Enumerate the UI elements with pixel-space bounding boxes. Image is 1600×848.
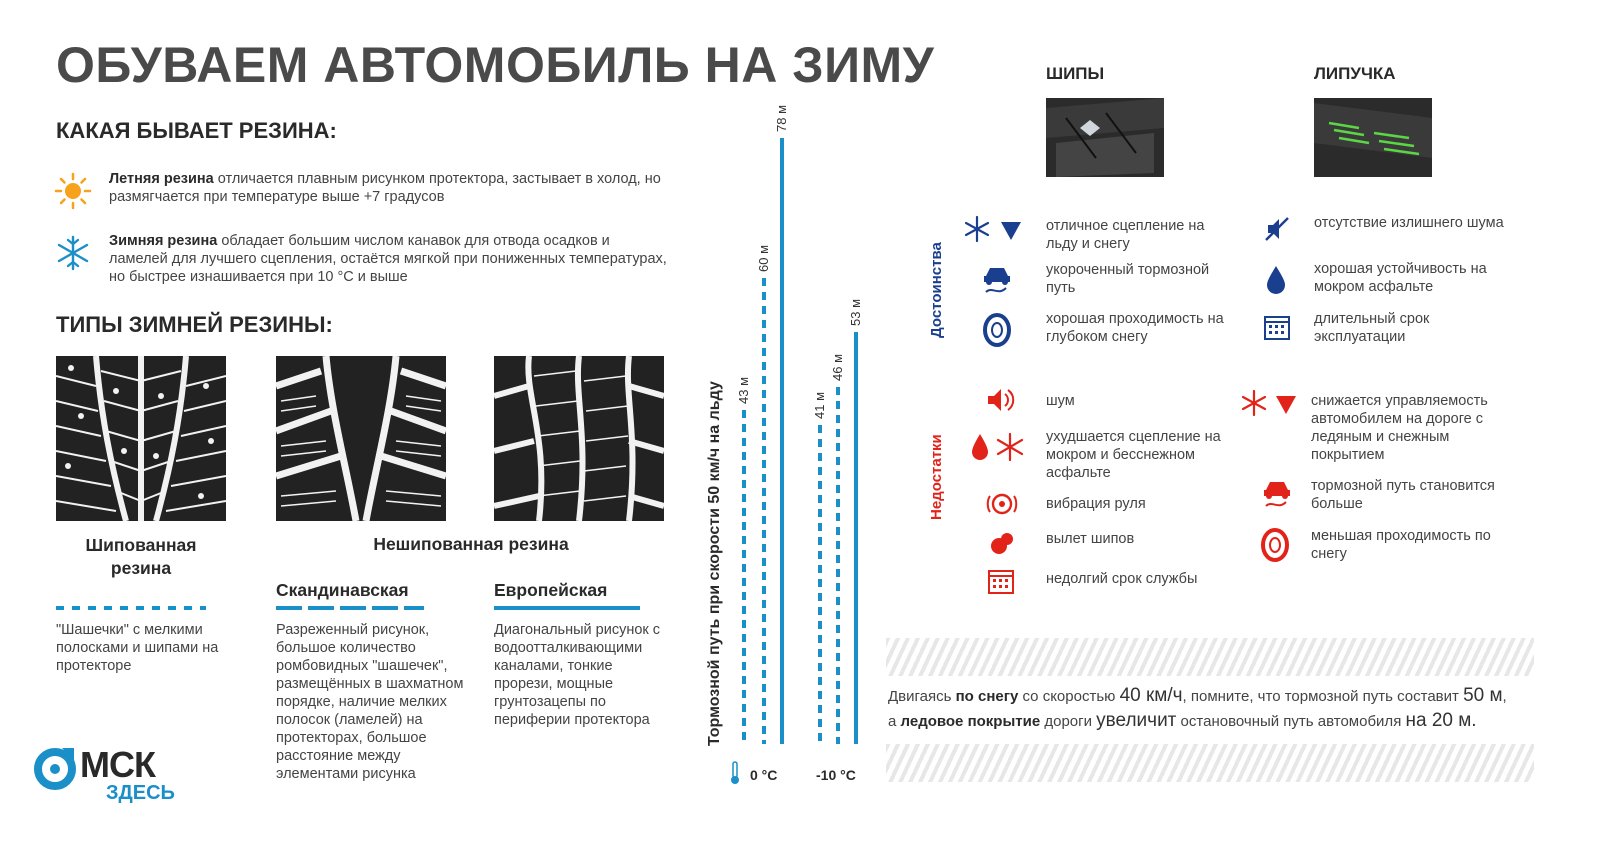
chart-value-label: 41 м	[812, 392, 827, 420]
studded-description: "Шашечки" с мелкими полосками и шипами на протекторе	[56, 622, 219, 674]
pros-left-item: хорошая проходимость на глубоком снегу	[1046, 311, 1224, 345]
summer-description: Летняя резина отличается плавным рисунком протектора, застывает в холод, но размягчается при температуре выше +7 градусов	[109, 171, 661, 205]
chart-bar	[762, 278, 766, 744]
chart-bar	[780, 138, 784, 744]
logo	[30, 738, 190, 808]
snow-diamond-red-icon	[1240, 388, 1302, 423]
pros-right-item: хорошая устойчивость на мокром асфальте	[1314, 261, 1487, 295]
chart-y-label: Тормозной путь при скорости 50 км/ч на льду	[706, 381, 723, 746]
logo-top-text: МСК	[80, 744, 155, 785]
tire-red-icon	[1260, 528, 1290, 567]
types-heading: КАКАЯ БЫВАЕТ РЕЗИНА:	[56, 118, 337, 143]
chart-value-label: 78 м	[774, 104, 789, 132]
noise-icon	[985, 386, 1017, 419]
chart-value-label: 53 м	[848, 299, 863, 327]
cons-right-item: тормозной путь становится больше	[1311, 478, 1495, 512]
cons-left-item: вылет шипов	[1046, 531, 1135, 547]
pros-right-item: отсутствие излишнего шума	[1314, 215, 1504, 231]
european-label: Европейская	[494, 580, 608, 600]
european-description: Диагональный рисунок с водоотталкивающими каналами, тонкие прорези, мощные грунтозацепы по периферии протектора	[494, 622, 661, 728]
scandinavian-tread-image	[276, 356, 446, 521]
tread-stripe-top	[886, 638, 1534, 676]
velcro-label: ЛИПУЧКА	[1314, 64, 1396, 83]
scandinavian-divider	[276, 606, 424, 610]
european-tread-image	[494, 356, 664, 521]
velcro-image	[1314, 98, 1432, 177]
studded-tread-image	[56, 356, 226, 521]
mute-icon	[1262, 214, 1292, 249]
cons-left-item: вибрация руля	[1046, 496, 1146, 512]
tread-stripe-bottom	[886, 744, 1534, 782]
cons-label: Недостатки	[928, 434, 945, 520]
winter-description: Зимняя резина обладает большим числом канавок для отвода осадков и ламелей для лучшего сцепления, остаётся мягкой при пониженных температурах, но быстрее изнашивается при 10 °С и выше	[109, 233, 667, 285]
chart-value-label: 46 м	[830, 353, 845, 381]
braking-chart	[690, 100, 880, 800]
scandinavian-description: Разреженный рисунок, большое количество ромбовидных "шашечек", размещённых в шахматном порядке, наличие мелких полосок (ламелей) на протекторах, большое расстояние между элементами рисунка	[276, 622, 464, 782]
spikes-image	[1046, 98, 1164, 177]
cons-left-item: недолгий срок службы	[1046, 571, 1198, 587]
drop-snow-icon	[968, 430, 1028, 469]
skid-car-red-icon	[1258, 476, 1296, 515]
tire-icon	[982, 313, 1012, 352]
scandinavian-label: Скандинавская	[276, 580, 409, 600]
snow-diamond-icon	[963, 214, 1027, 249]
snowflake-icon	[54, 234, 92, 277]
chart-bar	[854, 332, 858, 744]
non-studded-label: Нешипованная резина	[373, 534, 569, 554]
studded-label: Шипованная резина	[85, 535, 197, 578]
group-label-1: -10 °С	[816, 767, 856, 783]
bottom-note: Двигаясь по снегу со скоростью 40 км/ч, помните, что тормозной путь составит 50 м, а ледовое покрытие дороги увеличит остановочный путь автомобиля на 20 м.	[888, 685, 1507, 731]
chart-value-label: 43 м	[736, 376, 751, 404]
pros-right-item: длительный срок эксплуатации	[1314, 311, 1430, 345]
chart-bar	[742, 410, 746, 744]
stud-drop-icon	[988, 530, 1016, 563]
studded-divider	[56, 606, 206, 610]
winter-types-heading: ТИПЫ ЗИМНЕЙ РЕЗИНЫ:	[56, 312, 333, 337]
cons-right-item: меньшая проходимость по снегу	[1311, 528, 1491, 562]
page-title: ОБУВАЕМ АВТОМОБИЛЬ НА ЗИМУ	[56, 37, 935, 93]
sun-icon	[54, 172, 92, 215]
chart-bar	[836, 387, 840, 744]
chart-value-label: 60 м	[756, 244, 771, 272]
chart-bar	[818, 425, 822, 744]
skid-car-icon	[978, 262, 1016, 301]
cons-left-item: ухудшается сцепление на мокром и бесснежном асфальте	[1046, 429, 1221, 481]
logo-bottom-text: ЗДЕСЬ	[106, 782, 175, 804]
thermometer-icon	[728, 760, 742, 786]
cons-left-item: шум	[1046, 393, 1075, 409]
group-label-0: 0 °С	[750, 767, 778, 783]
pros-left-item: отличное сцепление на льду и снегу	[1046, 218, 1205, 252]
european-divider	[494, 606, 640, 610]
pros-left-item: укороченный тормозной путь	[1046, 262, 1210, 296]
pros-label: Достоинства	[928, 242, 945, 338]
spikes-label: ШИПЫ	[1046, 64, 1105, 83]
calendar-icon	[1262, 312, 1292, 347]
logo-mark-icon	[32, 746, 78, 792]
steering-vibration-icon	[984, 488, 1020, 525]
cons-right-item: снижается управляемость автомобилем на дороге с ледяным и снежным покрытием	[1311, 393, 1488, 463]
water-drop-icon	[1264, 264, 1288, 299]
short-life-calendar-icon	[986, 566, 1016, 601]
